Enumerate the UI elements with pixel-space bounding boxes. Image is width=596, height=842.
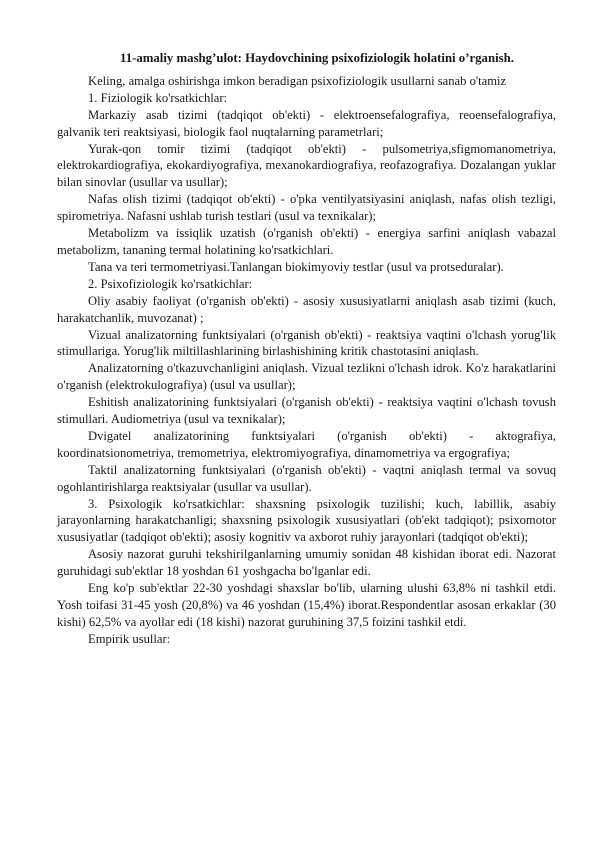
paragraph-motor-analyzer: Dvigatel analizatorining funktsiyalari (o'rganish ob'ekti) - aktografiya, koordinatsionometriya, tremometriya, elektromiyografiya, dinamometriya va ergografiya; bbox=[57, 428, 556, 460]
paragraph-age-groups: Eng ko'p sub'ektlar 22-30 yoshdagi shaxslar bo'lib, ularning ulushi 63,8% ni tashkil etdi. Yosh toifasi 31-45 yosh (20,8%) va 46 yoshdan (15,4%) iborat.Respondentlar asosan erkaklar (30 kishi) 62,5% va ayollar edi (18 kishi) nazorat guruhining 37,5 foizini tashkil etdi. bbox=[57, 581, 556, 629]
paragraph-thermometry: Tana va teri termometriyasi.Tanlangan biokimyoviy testlar (usul va protseduralar). bbox=[88, 259, 504, 274]
paragraph-cardiovascular: Yurak-qon tomir tizimi (tadqiqot ob'ekti) - pulsometriya,sfigmomanometriya, elektrokardiografiya, ekokardiyografiya, mexanokardiografiya, reofazografiya. Dozalangan yuklar bilan sinovlar (usullar va usullar); bbox=[57, 141, 556, 190]
paragraph-heading-physiological: 1. Fiziologik ko'rsatkichlar: bbox=[88, 90, 228, 105]
paragraph-cns: Markaziy asab tizimi (tadqiqot ob'ekti) - elektroensefalografiya, reoensefalografiya, galvanik teri reaktsiyasi, biologik faol nuqtalarning parametrlari; bbox=[57, 107, 556, 139]
paragraph-control-group: Asosiy nazorat guruhi tekshirilganlarning umumiy sonidan 48 kishidan iborat edi. Nazorat guruhidagi sub'ektlar 18 yoshdan 61 yoshgacha bo'lganlar edi. bbox=[57, 547, 556, 579]
paragraph-empirical-methods: Empirik usullar: bbox=[88, 631, 171, 646]
paragraph-analyzer-conductivity: Analizatorning o'tkazuvchanligini aniqlash. Vizual tezlikni o'lchash idrok. Ko'z harakatlarini o'rganish (elektrokulografiya) (usul va usullar); bbox=[57, 361, 556, 393]
paragraph-nervous-activity: Oliy asabiy faoliyat (o'rganish ob'ekti) - asosiy xususiyatlarni aniqlash asab tizimi (kuch, harakatchanlik, muvozanat) ; bbox=[57, 293, 556, 325]
paragraph-metabolism: Metabolizm va issiqlik uzatish (o'rganish ob'ekti) - energiya sarfini aniqlash vabazal metabolizm, tananing termal holatining ko'rsatkichlari. bbox=[57, 226, 556, 257]
paragraph-psychological-indicators: 3. Psixologik ko'rsatkichlar: shaxsning psixologik tuzilishi; kuch, labillik, asabiy jarayonlarning harakatchanligi; shaxsning psixologik xususiyatlari (ob'ekt tadqiqot); psixomotor xususiyatlar (tadqiqot ob'ekti); asosiy kognitiv va axborot ruhiy jarayonlari (tadqiqot ob'ekti); bbox=[57, 496, 556, 545]
paragraph-auditory-analyzer: Eshitish analizatorining funktsiyalari (o'rganish ob'ekti) - reaktsiya vaqtini o'lchash tovush stimullari. Audiometriya (usul va texnikalar); bbox=[57, 395, 556, 427]
paragraph-heading-psychophysiological: 2. Psixofiziologik ko'rsatkichlar: bbox=[88, 276, 253, 291]
paragraph-intro: Keling, amalga oshirishga imkon beradigan psixofiziologik usullarni sanab o'tamiz bbox=[88, 73, 507, 88]
paragraph-visual-analyzer: Vizual analizatorning funktsiyalari (o'rganish ob'ekti) - reaktsiya vaqtini o'lchash yorug'lik stimullariga. Yorug'lik miltillashlarining birlashishining kritik chastotasini aniqlash. bbox=[57, 327, 556, 359]
paragraph-respiratory: Nafas olish tizimi (tadqiqot ob'ekti) - o'pka ventilyatsiyasini aniqlash, nafas olish tezligi, spirometriya. Nafasni ushlab turish testlari (usul va texnikalar); bbox=[57, 192, 556, 224]
page-title: 11-amaliy mashg’ulot: Haydovchining psixofiziologik holatini o’rganish. bbox=[120, 51, 514, 65]
paragraph-tactile-analyzer: Taktil analizatorning funktsiyalari (o'rganish ob'ekti) - vaqtni aniqlash termal va sovuq ogohlantirishlarga reaktsiyalar (usullar va usullar). bbox=[57, 462, 556, 494]
